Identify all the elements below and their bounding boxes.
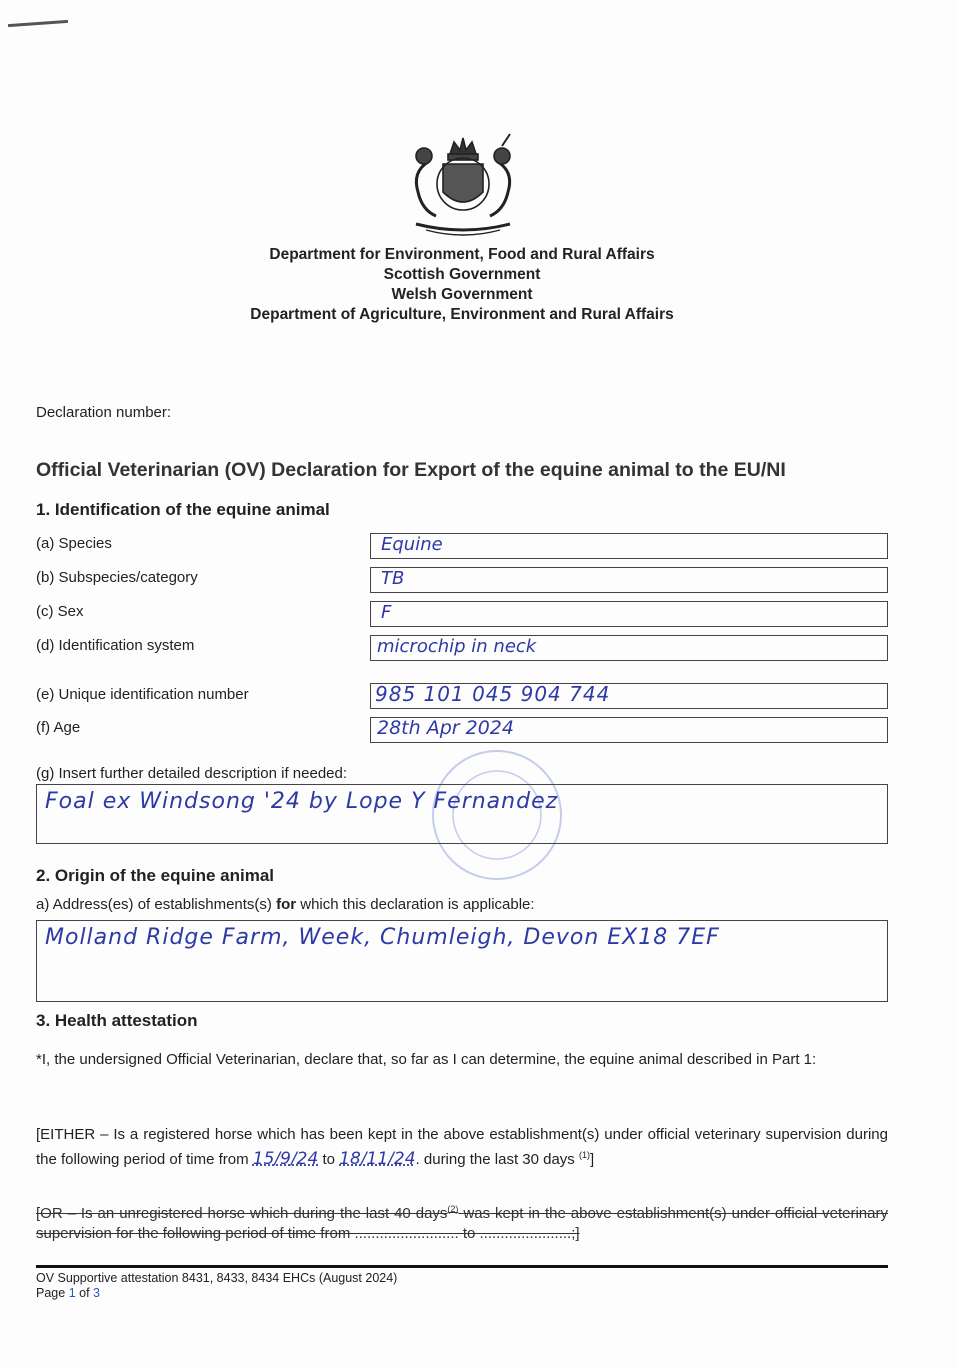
age-label: (f) Age: [36, 719, 81, 736]
sex-field[interactable]: [370, 601, 888, 627]
page-number: Page 1 of 3: [36, 1286, 100, 1300]
description-field[interactable]: [36, 784, 888, 844]
address-field[interactable]: [36, 920, 888, 1002]
health-intro-paragraph: *I, the undersigned Official Veterinarian, declare that, so far as I can determine, the equine animal described in Part 1:: [36, 1051, 817, 1068]
period-to-value: 18/11/24: [339, 1149, 416, 1169]
description-label: (g) Insert further detailed description if needed:: [36, 765, 348, 782]
identification-system-field[interactable]: [370, 635, 888, 661]
sex-value: F: [381, 602, 392, 623]
declaration-number-label: Declaration number:: [36, 404, 172, 421]
period-from-value: 15/9/24: [252, 1149, 319, 1169]
description-value: Foal ex Windsong '24 by Lope Y Fernandez: [45, 789, 559, 814]
species-field[interactable]: [370, 533, 888, 559]
footer-attestation: OV Supportive attestation 8431, 8433, 8434 EHCs (August 2024): [36, 1271, 398, 1285]
subspecies-field[interactable]: [370, 567, 888, 593]
identification-system-label: (d) Identification system: [36, 637, 195, 654]
unique-id-field[interactable]: [370, 683, 888, 709]
section-2-heading: 2. Origin of the equine animal: [36, 866, 275, 885]
age-value: 28th Apr 2024: [377, 717, 514, 739]
section-3-heading: 3. Health attestation: [36, 1011, 198, 1030]
identification-system-value: microchip in neck: [377, 636, 537, 657]
address-label: a) Address(es) of establishments(s) for which this declaration is applicable:: [36, 896, 535, 913]
unique-id-label: (e) Unique identification number: [36, 686, 249, 703]
either-paragraph: [EITHER – Is a registered horse which has been kept in the above establishment(s) under official veterinary supervision during the following period of time from 15/9/24 to 18/11/24. during the last 30 days $^{(1)}$]: [36, 1126, 888, 1169]
department-line-2: Scottish Government: [383, 266, 541, 283]
footer-divider: [36, 1265, 888, 1268]
department-line-1: Department for Environment, Food and Rural Affairs: [269, 246, 655, 263]
subspecies-label: (b) Subspecies/category: [36, 569, 198, 586]
scan-mark: [8, 20, 68, 27]
address-value: Molland Ridge Farm, Week, Chumleigh, Devon EX18 7EF: [45, 925, 720, 950]
department-line-4: Department of Agriculture, Environment and Rural Affairs: [250, 306, 674, 323]
department-line-3: Welsh Government: [391, 286, 533, 303]
species-label: (a) Species: [36, 535, 112, 552]
unique-id-value: 985 101 045 904 744: [375, 682, 611, 706]
or-paragraph-struck: [OR – Is an unregistered horse which during the last 40 days$^{(2)}$ was kept in the above establishment(s) under official veterinary supervision for the following period of time from ......................... to ......................;]: [36, 1204, 888, 1242]
document-title: Official Veterinarian (OV) Declaration for Export of the equine animal to the EU/NI: [36, 459, 786, 481]
species-value: Equine: [381, 534, 443, 555]
age-field[interactable]: [370, 717, 888, 743]
subspecies-value: TB: [381, 568, 405, 589]
sex-label: (c) Sex: [36, 603, 84, 620]
section-1-heading: 1. Identification of the equine animal: [36, 500, 330, 519]
royal-crest-emblem: [398, 132, 528, 240]
